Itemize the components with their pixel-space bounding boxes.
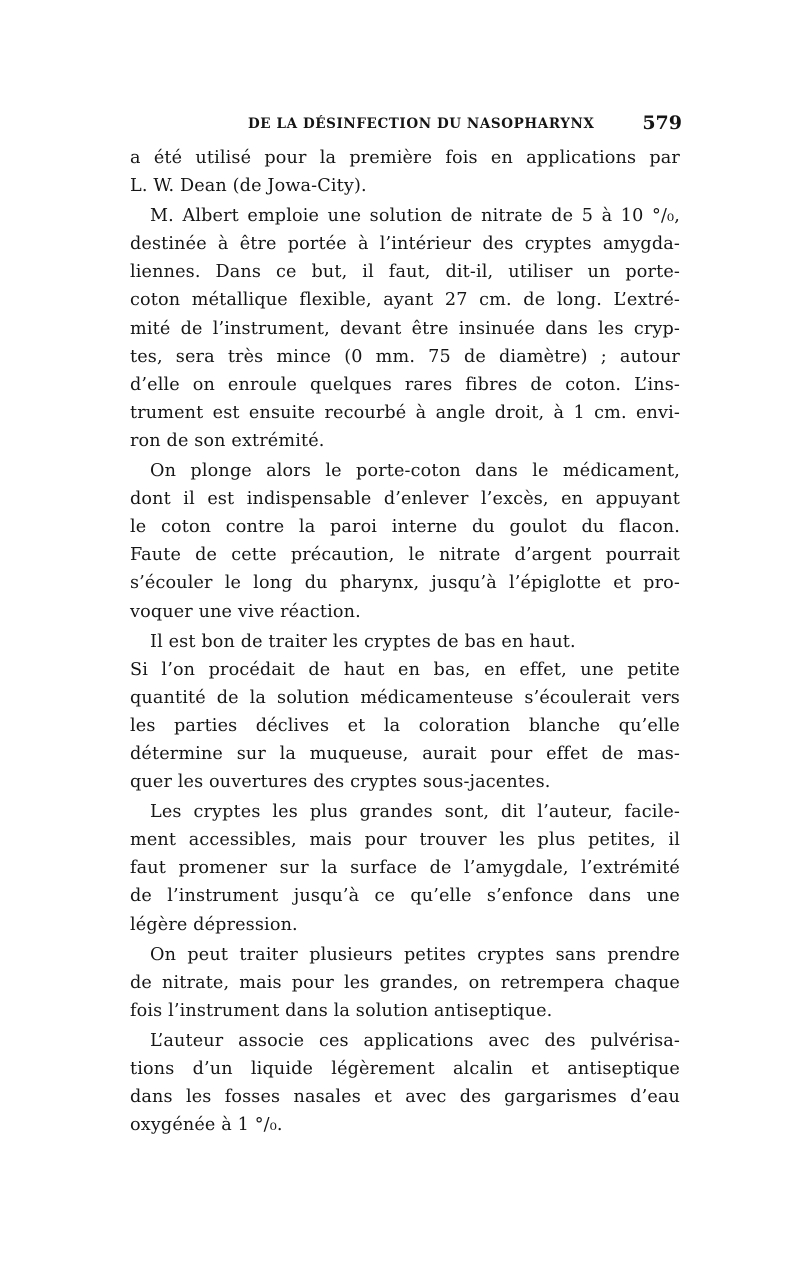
text-line: de nitrate, mais pour les grandes, on retrempera chaque — [130, 972, 680, 993]
text-line: On plonge alors le porte-coton dans le médicament, — [150, 461, 680, 482]
text-line: Faute de cette précaution, le nitrate d’argent pourrait — [130, 545, 680, 566]
text-line: tions d’un liquide légèrement alcalin et antiseptique — [130, 1059, 680, 1079]
page-number: 579 — [642, 112, 682, 134]
text-line: ment accessibles, mais pour trouver les plus petites, il — [130, 830, 680, 851]
text-line: L’auteur associe ces applications avec des pulvérisa- — [150, 1030, 680, 1051]
text-line: de l’instrument jusqu’à ce qu’elle s’enfonce dans une — [130, 886, 680, 907]
text-line: d’elle on enroule quelques rares fibres de coton. L’ins- — [130, 374, 680, 395]
text-line: dont il est indispensable d’enlever l’excès, en appuyant — [130, 489, 680, 510]
text-line: coton métallique flexible, ayant 27 cm. de long. L’extré- — [130, 290, 680, 311]
text-line: trument est ensuite recourbé à angle droit, à 1 cm. envi- — [130, 402, 680, 423]
page-header — [130, 114, 682, 138]
body-text — [130, 144, 680, 1139]
text-line: quantité de la solution médicamenteuse s’écoulerait vers — [130, 687, 680, 708]
text-line: On peut traiter plusieurs petites cryptes sans prendre — [150, 944, 680, 965]
text-line: ron de son extrémité. — [130, 430, 325, 451]
text-line: dans les fosses nasales et avec des gargarismes d’eau — [130, 1087, 680, 1108]
text-line: Il est bon de traiter les cryptes de bas en haut. — [150, 631, 576, 652]
text-line: Si l’on procédait de haut en bas, en effet, une petite — [130, 659, 680, 680]
text-line: Les cryptes les plus grandes sont, dit l’auteur, facile- — [150, 802, 680, 823]
running-title: DE LA DÉSINFECTION DU NASOPHARYNX — [248, 116, 595, 132]
text-line: faut promener sur la surface de l’amygdale, l’extrémité — [130, 858, 680, 879]
text-line: oxygénée à 1 °/₀. — [130, 1115, 283, 1136]
text-line: L. W. Dean (de Jowa-City). — [130, 176, 367, 197]
text-line: liennes. Dans ce but, il faut, dit-il, utiliser un porte- — [130, 262, 680, 283]
text-line: tes, sera très mince (0 mm. 75 de diamètre) ; autour — [130, 346, 680, 367]
text-line: fois l’instrument dans la solution antiseptique. — [130, 1000, 553, 1021]
text-line: le coton contre la paroi interne du goulot du flacon. — [130, 517, 680, 538]
text-line: voquer une vive réaction. — [130, 601, 361, 622]
text-line: légère dépression. — [130, 914, 298, 935]
text-line: détermine sur la muqueuse, aurait pour effet de mas- — [130, 743, 680, 764]
text-line: destinée à être portée à l’intérieur des cryptes amygda- — [130, 234, 680, 255]
text-line: les parties déclives et la coloration blanche qu’elle — [130, 715, 680, 736]
text-line: s’écouler le long du pharynx, jusqu’à l’épiglotte et pro- — [130, 573, 680, 594]
text-line: quer les ouvertures des cryptes sous-jacentes. — [130, 772, 551, 793]
text-line: a été utilisé pour la première fois en applications par — [130, 148, 680, 168]
text-line: mité de l’instrument, devant être insinuée dans les cryp- — [130, 318, 680, 339]
text-line: M. Albert emploie une solution de nitrate de 5 à 10 °/₀, — [150, 206, 680, 227]
